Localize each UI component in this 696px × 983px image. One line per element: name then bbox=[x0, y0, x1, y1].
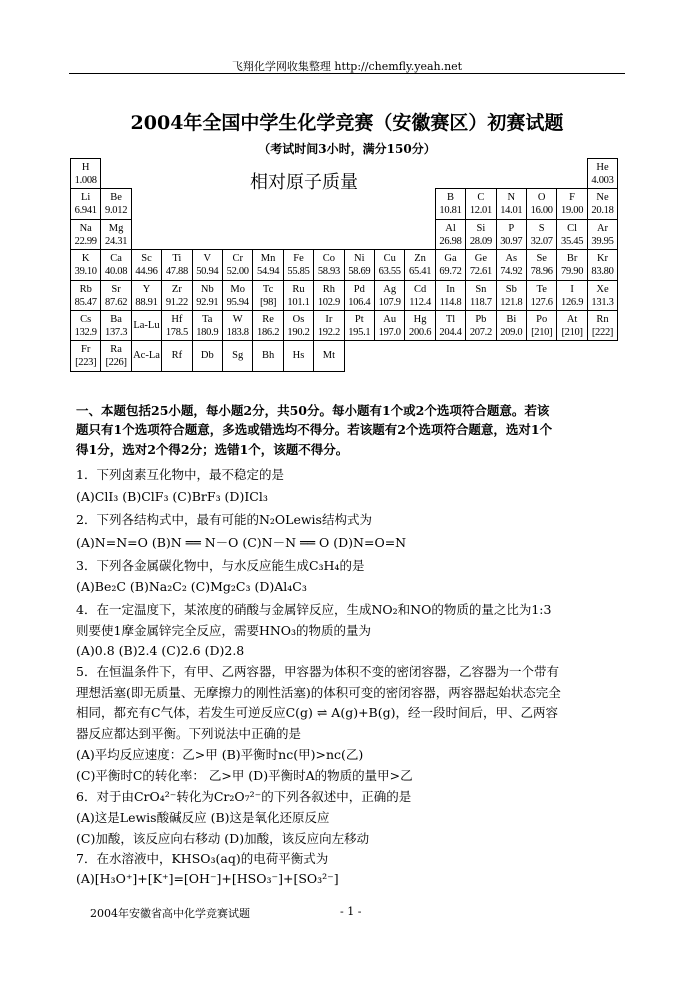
element-symbol: Zr bbox=[171, 283, 182, 295]
element-symbol: S bbox=[538, 222, 545, 234]
header-rule bbox=[69, 73, 625, 74]
element-symbol: Rf bbox=[171, 350, 183, 362]
element-mass: [210] bbox=[531, 327, 553, 338]
question-line: (C)加酸，该反应向右移动 (D)加酸，该反应向左移动 bbox=[76, 831, 370, 846]
element-cell bbox=[404, 310, 435, 341]
element-symbol: Hg bbox=[413, 314, 427, 325]
element-cell bbox=[70, 280, 101, 311]
element-cell bbox=[587, 219, 618, 250]
element-cell bbox=[404, 249, 435, 280]
element-symbol: Li bbox=[81, 192, 91, 204]
element-cell bbox=[526, 188, 557, 219]
element-symbol: Pd bbox=[353, 283, 365, 295]
element-mass: 24.31 bbox=[105, 235, 128, 247]
element-symbol: Rh bbox=[322, 283, 336, 295]
element-cell bbox=[313, 280, 344, 311]
element-cell bbox=[404, 280, 435, 311]
question-line: 5．在恒温条件下，有甲、乙两容器，甲容器为体积不变的密闭容器，乙容器为一个带有 bbox=[76, 664, 559, 679]
footer-left: 2004年安徽省高中化学竞赛试题 bbox=[90, 907, 250, 920]
element-cell bbox=[496, 219, 527, 250]
element-symbol: Ni bbox=[354, 253, 365, 265]
element-mass: 72.61 bbox=[469, 266, 492, 278]
element-cell bbox=[465, 280, 496, 311]
element-mass: 12.01 bbox=[469, 205, 492, 217]
element-mass: 83.80 bbox=[591, 266, 614, 278]
question-line: 3．下列各金属碳化物中，与水反应能生成C₃H₄的是 bbox=[76, 558, 365, 573]
element-cell bbox=[222, 310, 253, 341]
element-mass: 44.96 bbox=[135, 266, 158, 278]
question-line: 则要使1摩金属锌完全反应，需要HNO₃的物质的量为 bbox=[76, 623, 372, 638]
element-cell bbox=[192, 280, 223, 311]
footer-page: - 1 - bbox=[340, 905, 362, 918]
element-mass: 52.00 bbox=[226, 266, 249, 278]
element-symbol: Pb bbox=[475, 314, 487, 325]
question-line: (A)平均反应速度：乙>甲 (B)平衡时nc(甲)>nc(乙) bbox=[76, 747, 364, 762]
element-cell bbox=[222, 280, 253, 311]
element-symbol: Ar bbox=[596, 222, 609, 234]
element-symbol: Ge bbox=[474, 253, 487, 265]
element-cell bbox=[161, 340, 192, 371]
element-symbol: H bbox=[81, 162, 90, 173]
element-cell bbox=[252, 340, 283, 371]
element-symbol: V bbox=[203, 253, 212, 265]
element-symbol: Hs bbox=[292, 350, 305, 362]
element-cell bbox=[587, 249, 618, 280]
section-instructions-line: 得1分，选对2个得2分；选错1个，该题不得分。 bbox=[76, 442, 349, 457]
element-mass: 209.0 bbox=[500, 327, 523, 338]
element-mass: [210] bbox=[561, 327, 583, 338]
element-symbol: Kr bbox=[596, 253, 609, 265]
element-symbol: Db bbox=[200, 350, 214, 362]
element-symbol: At bbox=[566, 314, 578, 325]
element-mass: 121.8 bbox=[500, 296, 523, 308]
element-symbol: Fr bbox=[81, 344, 91, 356]
element-mass: 1.008 bbox=[74, 175, 97, 186]
element-cell bbox=[161, 310, 192, 341]
element-mass: 58.69 bbox=[348, 266, 371, 278]
element-symbol: Ne bbox=[596, 192, 609, 204]
question-line: 器反应都达到平衡。下列说法中正确的是 bbox=[76, 726, 302, 741]
element-cell bbox=[131, 340, 162, 371]
element-cell bbox=[283, 249, 314, 280]
element-cell bbox=[192, 249, 223, 280]
section-instructions-line: 一、本题包括25小题，每小题2分，共50分。每小题有1个或2个选项符合题意。若该 bbox=[76, 403, 550, 418]
element-cell bbox=[556, 188, 587, 219]
element-cell bbox=[131, 280, 162, 311]
element-mass: 6.941 bbox=[74, 205, 97, 217]
element-symbol: Po bbox=[536, 314, 548, 325]
element-mass: 39.10 bbox=[74, 266, 97, 278]
element-symbol: Ra bbox=[110, 344, 122, 356]
element-symbol: Si bbox=[476, 222, 486, 234]
element-cell bbox=[435, 219, 466, 250]
element-symbol: Xe bbox=[596, 283, 609, 295]
element-symbol: Bi bbox=[506, 314, 517, 325]
element-symbol: Ca bbox=[110, 253, 122, 265]
element-symbol: Ba bbox=[110, 314, 122, 325]
element-cell bbox=[313, 340, 344, 371]
element-cell bbox=[496, 188, 527, 219]
element-symbol: Mo bbox=[230, 283, 245, 295]
element-cell bbox=[435, 280, 466, 311]
question-line: 4．在一定温度下，某浓度的硝酸与金属锌反应，生成NO₂和NO的物质的量之比为1:3 bbox=[76, 602, 552, 617]
element-mass: 126.9 bbox=[561, 296, 584, 308]
element-cell bbox=[465, 249, 496, 280]
element-mass: 63.55 bbox=[378, 266, 401, 278]
element-symbol: Tl bbox=[445, 314, 456, 325]
element-mass: 178.5 bbox=[165, 327, 188, 338]
question-line: 2．下列各结构式中，最有可能的N₂OLewis结构式为 bbox=[76, 512, 372, 527]
question-line: (A)[H₃O⁺]+[K⁺]=[OH⁻]+[HSO₃⁻]+[SO₃²⁻] bbox=[76, 871, 339, 886]
element-symbol: I bbox=[570, 283, 574, 295]
element-mass: 91.22 bbox=[165, 296, 188, 308]
element-cell bbox=[131, 249, 162, 280]
element-symbol: Te bbox=[536, 283, 547, 295]
element-symbol: Cu bbox=[383, 253, 396, 265]
question-line: 7．在水溶液中，KHSO₃(aq)的电荷平衡式为 bbox=[76, 851, 329, 866]
question-line: 6．对于由CrO₄²⁻转化为Cr₂O₇²⁻的下列各叙述中，正确的是 bbox=[76, 789, 412, 804]
element-mass: 137.3 bbox=[105, 327, 128, 338]
element-symbol: Se bbox=[536, 253, 547, 265]
element-cell bbox=[556, 310, 587, 341]
element-symbol: Y bbox=[142, 283, 151, 295]
element-cell bbox=[587, 158, 618, 189]
element-mass: 14.01 bbox=[500, 205, 523, 217]
page-title: 2004年全国中学生化学竞赛（安徽赛区）初赛试题 bbox=[130, 112, 564, 134]
element-cell bbox=[526, 310, 557, 341]
element-symbol: He bbox=[596, 162, 609, 173]
element-cell bbox=[526, 280, 557, 311]
element-mass: 19.00 bbox=[561, 205, 584, 217]
element-mass: 102.9 bbox=[317, 296, 340, 308]
element-symbol: Os bbox=[292, 314, 305, 325]
element-cell bbox=[222, 340, 253, 371]
element-cell bbox=[587, 188, 618, 219]
element-cell bbox=[283, 340, 314, 371]
element-cell bbox=[556, 280, 587, 311]
element-symbol: Cl bbox=[567, 222, 578, 234]
element-cell bbox=[587, 310, 618, 341]
element-cell bbox=[100, 188, 131, 219]
element-symbol: In bbox=[446, 283, 455, 295]
element-mass: 22.99 bbox=[74, 235, 97, 247]
element-symbol: Mt bbox=[322, 350, 336, 362]
element-cell bbox=[252, 280, 283, 311]
element-mass: 79.90 bbox=[561, 266, 584, 278]
question-line: 1．下列卤素互化物中，最不稳定的是 bbox=[76, 467, 284, 482]
element-symbol: Ac-La bbox=[133, 350, 160, 362]
element-mass: 28.09 bbox=[469, 235, 492, 247]
element-cell bbox=[70, 188, 101, 219]
element-mass: 107.9 bbox=[378, 296, 401, 308]
element-mass: 183.8 bbox=[226, 327, 249, 338]
element-symbol: Rb bbox=[79, 283, 92, 295]
element-mass: 50.94 bbox=[196, 266, 219, 278]
element-mass: 207.2 bbox=[469, 327, 492, 338]
element-mass: 32.07 bbox=[530, 235, 553, 247]
element-symbol: Sn bbox=[475, 283, 487, 295]
element-cell bbox=[100, 249, 131, 280]
element-mass: 190.2 bbox=[287, 327, 310, 338]
element-cell bbox=[344, 310, 375, 341]
element-mass: 101.1 bbox=[287, 296, 310, 308]
question-line: (A)N=N=O (B)N ══ N－O (C)N－N ══ O (D)N=O=N bbox=[76, 535, 407, 550]
element-cell bbox=[283, 310, 314, 341]
element-symbol: Rn bbox=[596, 314, 609, 325]
question-line: 理想活塞(即无质量、无摩擦力的刚性活塞)的体积可变的密闭容器，两容器起始状态完全 bbox=[76, 685, 561, 700]
element-symbol: Ir bbox=[325, 314, 333, 325]
element-cell bbox=[435, 310, 466, 341]
element-mass: 35.45 bbox=[561, 235, 584, 247]
element-cell bbox=[131, 310, 162, 341]
element-mass: 78.96 bbox=[530, 266, 553, 278]
section-instructions-line: 题只有1个选项符合题意，多选或错选均不得分。若该题有2个选项符合题意，选对1个 bbox=[76, 422, 553, 437]
element-symbol: Sg bbox=[232, 350, 244, 362]
element-cell bbox=[435, 188, 466, 219]
element-symbol: W bbox=[232, 314, 243, 325]
element-symbol: Mn bbox=[260, 253, 276, 265]
element-symbol: Br bbox=[566, 253, 578, 265]
element-cell bbox=[100, 219, 131, 250]
element-symbol: K bbox=[81, 253, 90, 265]
element-symbol: O bbox=[537, 192, 546, 204]
element-mass: 16.00 bbox=[530, 205, 553, 217]
element-mass: 55.85 bbox=[287, 266, 310, 278]
element-cell bbox=[161, 249, 192, 280]
element-cell bbox=[435, 249, 466, 280]
element-cell bbox=[192, 310, 223, 341]
element-mass: 192.2 bbox=[317, 327, 340, 338]
element-symbol: P bbox=[508, 222, 515, 234]
element-cell bbox=[526, 249, 557, 280]
element-mass: 4.003 bbox=[591, 175, 614, 186]
element-mass: 39.95 bbox=[591, 235, 614, 247]
element-mass: 118.7 bbox=[470, 296, 492, 308]
element-cell bbox=[556, 249, 587, 280]
question-line: (A)ClI₃ (B)ClF₃ (C)BrF₃ (D)ICl₃ bbox=[76, 489, 268, 504]
element-mass: 69.72 bbox=[439, 266, 462, 278]
element-cell bbox=[100, 280, 131, 311]
element-mass: 186.2 bbox=[257, 327, 280, 338]
element-symbol: As bbox=[505, 253, 518, 265]
element-mass: 87.62 bbox=[105, 296, 128, 308]
element-symbol: Bh bbox=[261, 350, 275, 362]
element-symbol: Mg bbox=[108, 222, 124, 234]
header-line: 飞翔化学网收集整理 http://chemfly.yeah.net bbox=[231, 60, 463, 73]
element-symbol: Cs bbox=[80, 314, 92, 325]
element-mass: 197.0 bbox=[378, 327, 401, 338]
element-cell bbox=[526, 219, 557, 250]
page-subtitle: （考试时间3小时，满分150分） bbox=[258, 142, 436, 156]
element-symbol: Au bbox=[383, 314, 397, 325]
element-cell bbox=[70, 158, 101, 189]
element-cell bbox=[222, 249, 253, 280]
element-symbol: N bbox=[507, 192, 516, 204]
element-mass: 65.41 bbox=[409, 266, 432, 278]
element-mass: 54.94 bbox=[257, 266, 280, 278]
element-cell bbox=[100, 340, 131, 371]
element-cell bbox=[70, 219, 101, 250]
element-symbol: Be bbox=[110, 192, 122, 204]
element-symbol: Al bbox=[445, 222, 456, 234]
element-mass: 127.6 bbox=[530, 296, 553, 308]
element-symbol: Pt bbox=[354, 314, 364, 325]
element-symbol: Ta bbox=[202, 314, 213, 325]
question-line: (A)Be₂C (B)Na₂C₂ (C)Mg₂C₃ (D)Al₄C₃ bbox=[76, 579, 307, 594]
element-cell bbox=[313, 310, 344, 341]
element-mass: 95.94 bbox=[226, 296, 249, 308]
element-symbol: Fe bbox=[293, 253, 304, 265]
element-cell bbox=[344, 249, 375, 280]
element-mass: 40.08 bbox=[105, 266, 128, 278]
element-cell bbox=[313, 249, 344, 280]
element-symbol: Zn bbox=[414, 253, 426, 265]
element-symbol: La-Lu bbox=[133, 320, 160, 331]
element-mass: 200.6 bbox=[409, 327, 432, 338]
element-cell bbox=[496, 249, 527, 280]
element-mass: 131.3 bbox=[591, 296, 614, 308]
element-symbol: Ga bbox=[444, 253, 457, 265]
element-mass: 180.9 bbox=[196, 327, 219, 338]
element-symbol: Sc bbox=[141, 253, 152, 265]
element-mass: [223] bbox=[75, 357, 97, 369]
element-mass: 20.18 bbox=[591, 205, 614, 217]
element-symbol: Re bbox=[262, 314, 274, 325]
element-cell bbox=[344, 280, 375, 311]
element-mass: 9.012 bbox=[105, 205, 128, 217]
element-mass: 58.93 bbox=[317, 266, 340, 278]
element-symbol: Cr bbox=[232, 253, 243, 265]
element-symbol: Nb bbox=[200, 283, 214, 295]
element-cell bbox=[70, 310, 101, 341]
element-cell bbox=[70, 249, 101, 280]
element-symbol: Hf bbox=[171, 314, 183, 325]
element-symbol: Sr bbox=[111, 283, 121, 295]
question-line: (A)这是Lewis酸碱反应 (B)这是氧化还原反应 bbox=[76, 810, 330, 825]
element-cell bbox=[587, 280, 618, 311]
element-mass: 92.91 bbox=[196, 296, 219, 308]
element-symbol: Ti bbox=[172, 253, 182, 265]
element-mass: 30.97 bbox=[500, 235, 523, 247]
element-mass: 74.92 bbox=[500, 266, 523, 278]
element-symbol: B bbox=[446, 192, 454, 204]
element-mass: 132.9 bbox=[74, 327, 97, 338]
element-cell bbox=[283, 280, 314, 311]
element-cell bbox=[496, 280, 527, 311]
element-symbol: Cd bbox=[413, 283, 427, 295]
element-mass: 112.4 bbox=[409, 296, 431, 308]
element-mass: [98] bbox=[259, 296, 277, 308]
question-line: 相同，都充有C气体，若发生可逆反应C(g) ⇌ A(g)+B(g)，经一段时间后，甲、乙两容 bbox=[76, 705, 559, 720]
periodic-table-title: 相对原子质量 bbox=[250, 172, 358, 193]
element-cell bbox=[374, 310, 405, 341]
element-cell bbox=[252, 249, 283, 280]
element-cell bbox=[465, 188, 496, 219]
element-mass: 26.98 bbox=[439, 235, 462, 247]
element-mass: 10.81 bbox=[439, 205, 462, 217]
element-symbol: Na bbox=[79, 222, 92, 234]
element-cell bbox=[252, 310, 283, 341]
element-cell bbox=[192, 340, 223, 371]
element-cell bbox=[556, 219, 587, 250]
element-cell bbox=[161, 280, 192, 311]
element-mass: [226] bbox=[105, 357, 127, 369]
element-mass: 85.47 bbox=[74, 296, 97, 308]
element-cell bbox=[374, 249, 405, 280]
element-cell bbox=[465, 219, 496, 250]
element-symbol: Co bbox=[322, 253, 336, 265]
element-symbol: Sb bbox=[505, 283, 517, 295]
element-mass: 88.91 bbox=[135, 296, 158, 308]
element-cell bbox=[496, 310, 527, 341]
element-mass: 47.88 bbox=[165, 266, 188, 278]
element-cell bbox=[100, 310, 131, 341]
element-mass: 114.8 bbox=[439, 296, 462, 308]
element-cell bbox=[465, 310, 496, 341]
element-mass: 106.4 bbox=[348, 296, 371, 308]
question-line: (C)平衡时C的转化率： 乙>甲 (D)平衡时A的物质的量甲>乙 bbox=[76, 768, 413, 783]
element-mass: 204.4 bbox=[439, 327, 462, 338]
element-symbol: Ru bbox=[292, 283, 305, 295]
element-mass: [222] bbox=[591, 327, 614, 338]
element-symbol: Tc bbox=[262, 283, 274, 295]
question-line: (A)0.8 (B)2.4 (C)2.6 (D)2.8 bbox=[76, 643, 245, 658]
element-symbol: Ag bbox=[383, 283, 397, 295]
element-symbol: F bbox=[569, 192, 575, 204]
element-cell bbox=[374, 280, 405, 311]
element-symbol: C bbox=[477, 192, 485, 204]
element-mass: 195.1 bbox=[348, 327, 371, 338]
element-cell bbox=[70, 340, 101, 371]
